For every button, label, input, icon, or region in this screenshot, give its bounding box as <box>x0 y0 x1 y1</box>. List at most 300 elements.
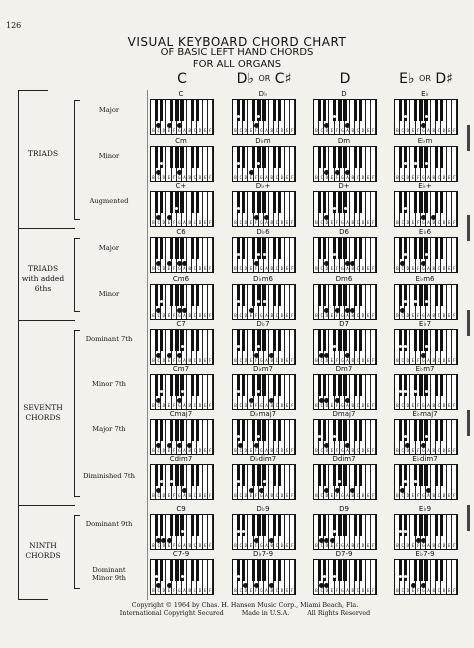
black-key <box>278 515 281 536</box>
key-letter: D <box>162 403 166 408</box>
black-key <box>343 515 346 536</box>
row-label: Minor <box>98 289 120 298</box>
chord-diagram <box>230 320 296 365</box>
key-letter: B <box>396 220 399 225</box>
black-key <box>435 285 438 306</box>
key-letter: E <box>285 448 289 453</box>
key-letter: G <box>178 175 181 180</box>
key-letter: E <box>167 220 171 225</box>
chord-diagram <box>230 505 296 550</box>
key-letter: F <box>291 493 294 498</box>
key-letter: D <box>280 493 284 498</box>
key-letter: F <box>254 493 258 498</box>
key-letter: G <box>341 358 344 363</box>
key-letter: E <box>203 266 207 271</box>
key-letter: C <box>193 448 197 453</box>
black-key <box>242 100 245 121</box>
key-letter: B <box>315 403 318 408</box>
key-letter: E <box>249 493 253 498</box>
black-key <box>278 100 281 121</box>
key-letter: A <box>427 358 430 363</box>
key-letter: E <box>249 266 253 271</box>
key-letter: C <box>193 128 197 133</box>
key-letter: B <box>351 358 354 363</box>
key-letter: E <box>447 448 451 453</box>
keyboard <box>232 284 296 320</box>
black-key <box>262 192 265 213</box>
chord-diagram <box>230 455 296 500</box>
chord-note-marker <box>181 390 184 393</box>
key-letter: A <box>183 493 186 498</box>
key-letter: D <box>244 358 248 363</box>
key-heading <box>386 71 466 87</box>
chord-note-marker <box>425 345 428 348</box>
keyboard <box>313 237 377 273</box>
keyboard <box>313 191 377 227</box>
keyboard <box>232 99 296 135</box>
key-letter: D <box>361 128 365 133</box>
black-key <box>252 375 255 396</box>
black-key <box>252 147 255 168</box>
black-key <box>440 330 443 351</box>
keyboard <box>313 284 377 320</box>
row-label: Diminished 7th <box>83 472 135 480</box>
key-letter: E <box>167 493 171 498</box>
black-key <box>175 100 178 121</box>
key-letter: C <box>193 543 197 548</box>
chord-diagram <box>148 320 214 365</box>
key-letter: B <box>270 588 273 593</box>
chord-name: C9 <box>176 505 186 513</box>
key-letter: C <box>157 448 160 453</box>
black-key <box>155 147 158 168</box>
key-letter: D <box>162 175 166 180</box>
key-letter: C <box>320 358 323 363</box>
black-key <box>440 515 443 536</box>
key-letter: E <box>411 313 415 318</box>
chord-diagram <box>392 410 458 455</box>
chord-name: D♭ <box>258 90 268 98</box>
key-letter: E <box>411 588 415 593</box>
key-letter: C <box>275 543 279 548</box>
key-letter: F <box>372 128 375 133</box>
chord-name: E♭7-9 <box>415 550 435 558</box>
black-key <box>435 560 438 581</box>
copyright-rights: All Rights Reserved <box>307 610 371 617</box>
key-letter: C <box>437 220 441 225</box>
key-letter: E <box>249 588 253 593</box>
key-letter: B <box>270 220 273 225</box>
key-letter: B <box>270 266 273 271</box>
key-letter: F <box>416 448 420 453</box>
key-letter: E <box>330 313 334 318</box>
key-letter: G <box>341 313 344 318</box>
key-letter: E <box>249 313 253 318</box>
key-letter: G <box>422 493 425 498</box>
key-letter: A <box>265 175 268 180</box>
key-letter: B <box>432 313 435 318</box>
key-letter: B <box>234 448 237 453</box>
black-key <box>155 285 158 306</box>
chord-diagram <box>311 90 377 135</box>
key-letter: B <box>315 493 318 498</box>
key-letter: C <box>401 403 404 408</box>
key-letter: G <box>178 220 181 225</box>
key-letter: F <box>172 358 176 363</box>
keyboard <box>232 191 296 227</box>
key-letter: B <box>234 313 237 318</box>
chord-note-marker <box>160 162 163 165</box>
black-key <box>359 100 362 121</box>
chord-note-marker <box>404 115 407 118</box>
key-letter: E <box>366 493 370 498</box>
chord-name: E♭7 <box>418 320 432 328</box>
black-key <box>191 192 194 213</box>
key-letter: F <box>372 543 375 548</box>
key-letter: C <box>437 448 441 453</box>
chord-diagram <box>311 320 377 365</box>
chord-diagram <box>311 228 377 273</box>
key-letter: F <box>372 313 375 318</box>
key-letter: D <box>162 358 166 363</box>
key-letter: F <box>416 175 420 180</box>
key-letter: A <box>183 313 186 318</box>
key-letter: E <box>447 588 451 593</box>
black-key <box>278 285 281 306</box>
key-letter: D <box>442 358 446 363</box>
key-letter: F <box>372 358 375 363</box>
key-letter: C <box>437 493 441 498</box>
key-letter: E <box>411 358 415 363</box>
black-key <box>318 100 321 121</box>
key-letter: A <box>265 493 268 498</box>
key-letter: B <box>234 220 237 225</box>
key-letter: C <box>193 588 197 593</box>
key-name: D <box>339 71 351 87</box>
key-letter: D <box>406 403 410 408</box>
key-letter: A <box>346 128 349 133</box>
key-letter: C <box>157 403 160 408</box>
chord-name: Dm7 <box>335 365 353 373</box>
key-letter: F <box>372 588 375 593</box>
key-letter: A <box>427 175 430 180</box>
key-letter: E <box>366 175 370 180</box>
key-letter: F <box>335 358 339 363</box>
key-letter: C <box>356 128 360 133</box>
key-letter: C <box>157 358 160 363</box>
key-letter: F <box>335 588 339 593</box>
key-letter: B <box>188 403 191 408</box>
black-key <box>419 192 422 213</box>
binder-mark <box>467 125 470 151</box>
key-letter: F <box>335 403 339 408</box>
key-letter: C <box>239 493 242 498</box>
key-letter: D <box>442 403 446 408</box>
black-key <box>160 420 163 441</box>
key-letter: F <box>416 220 420 225</box>
keyboard <box>150 329 214 365</box>
chord-name: Ddim7 <box>332 455 356 463</box>
black-key <box>343 147 346 168</box>
key-letter: D <box>198 358 202 363</box>
black-key <box>180 192 183 213</box>
key-letter: E <box>203 448 207 453</box>
keyboard <box>150 559 214 595</box>
chord-diagram <box>148 228 214 273</box>
key-letter: F <box>416 403 420 408</box>
key-letter: C <box>437 313 441 318</box>
black-key <box>338 330 341 351</box>
key-letter: B <box>152 403 155 408</box>
black-key <box>359 420 362 441</box>
black-key <box>333 465 336 486</box>
key-letter: A <box>427 588 430 593</box>
black-key <box>242 285 245 306</box>
key-letter: E <box>330 175 334 180</box>
key-letter: C <box>239 128 242 133</box>
key-letter: G <box>341 448 344 453</box>
black-key <box>175 330 178 351</box>
group-bracket <box>74 100 80 220</box>
key-letter: G <box>260 403 263 408</box>
black-key <box>435 465 438 486</box>
key-letter: F <box>372 448 375 453</box>
black-key <box>440 465 443 486</box>
chord-diagram <box>311 410 377 455</box>
key-letter: B <box>351 543 354 548</box>
keyboard <box>150 419 214 455</box>
black-key <box>273 238 276 259</box>
key-letter: D <box>244 493 248 498</box>
key-name: D♭ <box>236 71 255 87</box>
black-key <box>191 420 194 441</box>
key-letter: B <box>315 313 318 318</box>
chord-diagram <box>392 182 458 227</box>
group-label: NINTH CHORDS <box>25 541 61 560</box>
key-letter: F <box>453 358 456 363</box>
key-letter: F <box>172 128 176 133</box>
key-letter: G <box>341 220 344 225</box>
key-letter: D <box>198 266 202 271</box>
key-letter: E <box>203 493 207 498</box>
key-letter: C <box>275 220 279 225</box>
key-letter: D <box>361 220 365 225</box>
chord-name: D♭+ <box>255 182 271 190</box>
black-key <box>191 238 194 259</box>
key-letter: E <box>447 543 451 548</box>
key-letter: B <box>234 588 237 593</box>
key-letter: G <box>422 175 425 180</box>
key-letter: B <box>270 128 273 133</box>
key-letter: F <box>291 175 294 180</box>
chord-diagram <box>392 275 458 320</box>
key-letter: F <box>172 313 176 318</box>
key-letter: B <box>188 220 191 225</box>
key-letter: D <box>361 448 365 453</box>
key-letter: E <box>285 358 289 363</box>
black-key <box>343 420 346 441</box>
black-key <box>175 465 178 486</box>
key-letter: D <box>280 220 284 225</box>
key-letter: D <box>361 588 365 593</box>
black-key <box>175 238 178 259</box>
chord-diagram <box>230 182 296 227</box>
key-letter: D <box>280 266 284 271</box>
chord-diagram <box>392 137 458 182</box>
key-letter: B <box>152 313 155 318</box>
key-letter: D <box>244 128 248 133</box>
black-key <box>196 515 199 536</box>
black-key <box>343 465 346 486</box>
key-or-text: OR <box>258 74 271 83</box>
chart-subtitle: OF BASIC LEFT HAND CHORDS <box>160 47 314 58</box>
black-key <box>338 375 341 396</box>
key-letter: G <box>422 128 425 133</box>
key-letter: G <box>178 358 181 363</box>
key-letter: B <box>234 358 237 363</box>
key-letter: B <box>396 266 399 271</box>
black-key <box>191 465 194 486</box>
black-key <box>170 238 173 259</box>
black-key <box>333 285 336 306</box>
row-label: Major <box>98 243 120 252</box>
copyright-notice <box>100 602 390 618</box>
black-key <box>252 465 255 486</box>
key-letter: D <box>406 175 410 180</box>
key-letter: C <box>401 175 404 180</box>
key-letter: E <box>330 266 334 271</box>
left-border <box>18 90 19 600</box>
keyboard <box>150 237 214 273</box>
key-letter: B <box>188 543 191 548</box>
key-letter: B <box>188 175 191 180</box>
key-letter: C <box>275 588 279 593</box>
black-key <box>338 285 341 306</box>
key-letter: A <box>427 403 430 408</box>
black-key <box>273 147 276 168</box>
black-key <box>155 465 158 486</box>
black-key <box>273 560 276 581</box>
key-letter: F <box>335 220 339 225</box>
key-letter: D <box>198 175 202 180</box>
black-key <box>354 560 357 581</box>
black-key <box>252 285 255 306</box>
key-letter: C <box>193 313 197 318</box>
key-letter: C <box>356 403 360 408</box>
key-letter: C <box>193 493 197 498</box>
key-letter: C <box>275 403 279 408</box>
key-letter: C <box>275 358 279 363</box>
black-key <box>273 375 276 396</box>
chord-name: C7-9 <box>172 550 190 558</box>
key-letter: D <box>198 220 202 225</box>
key-letter: E <box>249 448 253 453</box>
black-key <box>424 560 427 581</box>
key-letter: E <box>447 266 451 271</box>
chord-note-marker <box>425 115 428 118</box>
key-letter: F <box>416 543 420 548</box>
key-letter: E <box>447 403 451 408</box>
keyboard <box>150 191 214 227</box>
key-letter: E <box>411 266 415 271</box>
chord-diagram <box>148 137 214 182</box>
key-letter: F <box>291 220 294 225</box>
table-top-line <box>18 90 48 91</box>
key-letter: F <box>335 313 339 318</box>
key-letter: B <box>351 493 354 498</box>
black-key <box>155 375 158 396</box>
chord-note-marker <box>344 207 347 210</box>
key-letter: C <box>157 128 160 133</box>
black-key <box>170 560 173 581</box>
key-letter: E <box>411 403 415 408</box>
key-letter: F <box>172 543 176 548</box>
key-letter: D <box>361 403 365 408</box>
key-letter: G <box>341 493 344 498</box>
key-letter: E <box>285 543 289 548</box>
key-letter: E <box>285 588 289 593</box>
page-number: 126 <box>6 21 22 30</box>
chord-name: E♭+ <box>418 182 432 190</box>
key-letter: G <box>422 588 425 593</box>
black-key <box>273 285 276 306</box>
key-letter: F <box>453 266 456 271</box>
chord-note-marker <box>399 390 402 393</box>
black-key <box>318 192 321 213</box>
key-letter: E <box>203 175 207 180</box>
chord-note-marker <box>404 480 407 483</box>
black-key <box>160 192 163 213</box>
key-letter: D <box>406 266 410 271</box>
black-key <box>399 100 402 121</box>
key-letter: C <box>320 128 323 133</box>
key-letter: F <box>416 128 420 133</box>
chord-name: C+ <box>175 182 187 190</box>
chord-diagram <box>148 410 214 455</box>
chord-name: D♭m6 <box>253 275 273 283</box>
keyboard <box>394 464 458 500</box>
key-letter: B <box>152 266 155 271</box>
chord-name: E♭6 <box>418 228 432 236</box>
key-letter: C <box>437 175 441 180</box>
black-key <box>180 147 183 168</box>
key-letter: E <box>447 175 451 180</box>
black-key <box>419 100 422 121</box>
black-key <box>419 515 422 536</box>
black-key <box>242 192 245 213</box>
black-key <box>191 515 194 536</box>
chord-note-marker <box>404 435 407 438</box>
key-letter: G <box>422 220 425 225</box>
key-letter: B <box>188 128 191 133</box>
key-letter: B <box>270 313 273 318</box>
key-letter: E <box>167 543 171 548</box>
key-letter: A <box>265 128 268 133</box>
key-letter: F <box>372 403 375 408</box>
key-letter: E <box>366 403 370 408</box>
chord-name: Cdim7 <box>169 455 193 463</box>
chord-name: D6 <box>339 228 349 236</box>
keyboard <box>150 464 214 500</box>
key-letter: E <box>167 266 171 271</box>
key-letter: F <box>291 543 294 548</box>
key-letter: E <box>366 313 370 318</box>
key-letter: E <box>411 543 415 548</box>
key-letter: F <box>254 448 258 453</box>
key-letter: F <box>209 543 212 548</box>
key-letter: F <box>209 313 212 318</box>
chord-name: D♭9 <box>256 505 270 513</box>
